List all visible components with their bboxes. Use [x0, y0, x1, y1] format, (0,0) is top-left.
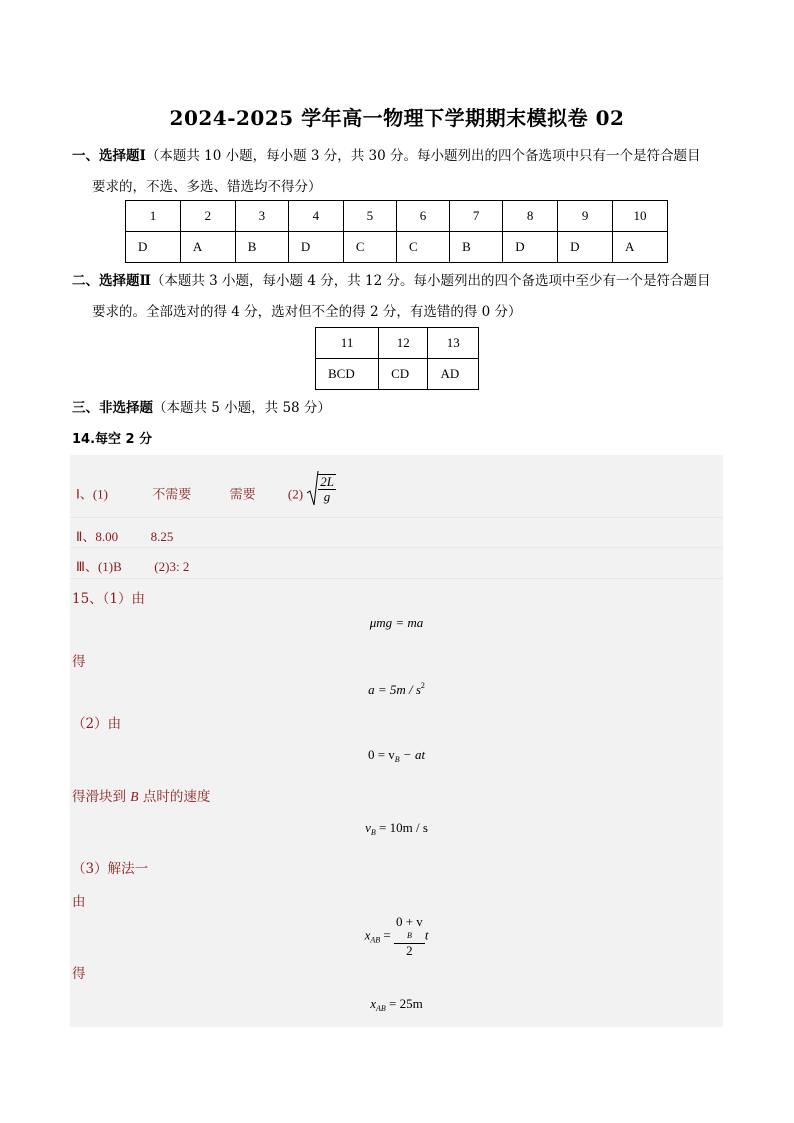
equation-text: t — [424, 927, 429, 943]
text: 点时的速度 — [138, 789, 211, 805]
equation-text: − at — [399, 747, 426, 762]
point-label: B — [130, 789, 139, 804]
table-cell-number: 7 — [450, 201, 503, 232]
table-cell-answer: A — [180, 232, 235, 263]
q15-de: 得 — [72, 654, 86, 670]
equation-text: v — [365, 820, 371, 835]
table-cell-answer: B — [235, 232, 288, 263]
table-cell-number: 10 — [613, 201, 668, 232]
table-cell-number: 4 — [288, 201, 343, 232]
fraction-denominator: 2 — [406, 943, 413, 958]
q14-part1-answer-a: 不需要 — [152, 487, 192, 503]
table-cell-number: 3 — [235, 201, 288, 232]
q15-part3-head: （3）解法一 — [72, 861, 149, 877]
answer-table-choice-1 — [125, 200, 668, 263]
sqrt-denominator: g — [323, 489, 331, 504]
q14-label: 14.每空 2 分 — [72, 432, 153, 447]
table-cell-number: 5 — [343, 201, 396, 232]
equation-subscript: B — [370, 828, 376, 837]
q14-part2-answer-b: 8.25 — [150, 529, 174, 544]
q14-part1 — [76, 474, 336, 513]
section-nonchoice — [72, 393, 722, 424]
table-row-answers — [316, 359, 479, 390]
q14-part2-answer-a: Ⅱ、8.00 — [76, 529, 119, 544]
equation-text: x — [364, 927, 371, 943]
table-row-numbers — [316, 328, 479, 359]
fraction-numerator: 0 + v — [395, 914, 423, 929]
equation-xab — [70, 996, 723, 1013]
table-cell-number: 9 — [558, 201, 613, 232]
sqrt-numerator: 2L — [320, 474, 334, 489]
equation-text: = 25m — [385, 996, 423, 1011]
equation-text: μmg = ma — [369, 615, 424, 630]
equation-friction — [70, 615, 723, 631]
divider — [70, 547, 723, 548]
q15-you: 由 — [72, 894, 86, 910]
table-cell-answer: AD — [428, 359, 479, 390]
equation-subscript: B — [394, 755, 400, 764]
equation-superscript: 2 — [420, 681, 425, 690]
q15-part2-head: （2）由 — [72, 716, 122, 732]
q15-head: 15、（1）由 — [72, 591, 146, 607]
table-cell-number: 6 — [396, 201, 449, 232]
table-cell-answer: CD — [379, 359, 428, 390]
equation-subscript: AB — [370, 935, 381, 945]
section-choice-2 — [72, 266, 722, 328]
equation-text: = — [380, 927, 394, 943]
equation-subscript: AB — [376, 1004, 386, 1013]
table-cell-answer: D — [558, 232, 613, 263]
equation-text: x — [370, 996, 377, 1011]
equation-velocity-time — [70, 747, 723, 764]
answer-table-choice-2 — [315, 327, 479, 390]
table-cell-number: 13 — [428, 328, 479, 359]
equation-displacement — [70, 915, 723, 958]
page-title: 2024-2025 学年高一物理下学期期末模拟卷 02 — [169, 106, 625, 130]
table-cell-answer: D — [503, 232, 558, 263]
table-cell-number: 2 — [180, 201, 235, 232]
table-cell-answer: A — [613, 232, 668, 263]
table-cell-answer: BCD — [316, 359, 379, 390]
q14-part3-answer-b: (2)3: 2 — [154, 559, 190, 574]
q14-part1-prefix: Ⅰ、(1) — [76, 486, 108, 502]
section-heading: 二、选择题Ⅱ — [72, 273, 151, 289]
section-choice-1 — [72, 141, 722, 203]
section-description: （本题共 10 小题，每小题 3 分，共 30 分。每小题列出的四个备选项中只有一个是符合题目 — [145, 148, 701, 164]
q14-part2 — [76, 526, 173, 545]
sqrt-expression — [307, 471, 336, 507]
equation-text: = 10m / s — [375, 820, 428, 835]
divider — [70, 517, 723, 518]
q14-part1-c-prefix: (2) — [287, 486, 304, 502]
equation-vb — [70, 820, 723, 837]
divider — [70, 578, 723, 579]
table-row-numbers — [126, 201, 668, 232]
table-cell-answer: D — [288, 232, 343, 263]
q15-de-2: 得 — [72, 966, 86, 982]
table-cell-number: 12 — [379, 328, 428, 359]
q14-part3 — [76, 556, 189, 575]
table-cell-number: 11 — [316, 328, 379, 359]
equation-text: 0 = v — [367, 747, 395, 762]
section-heading: 三、非选择题 — [72, 400, 153, 416]
section-description: （本题共 5 小题，共 58 分） — [153, 400, 331, 416]
equation-subscript: B — [406, 931, 412, 940]
table-cell-answer: C — [396, 232, 449, 263]
text: 得滑块到 — [72, 789, 131, 805]
table-cell-number: 1 — [126, 201, 181, 232]
table-cell-answer: B — [450, 232, 503, 263]
q15-velocity-desc — [72, 785, 210, 805]
section-description: （本题共 3 小题，每小题 4 分，共 12 分。每小题列出的四个备选项中至少有一个是符合题目 — [150, 273, 711, 289]
equation-acceleration — [70, 681, 723, 698]
table-cell-number: 8 — [503, 201, 558, 232]
section-heading: 一、选择题Ⅰ — [72, 148, 146, 164]
fraction — [394, 915, 425, 958]
table-row-answers — [126, 232, 668, 263]
q14-part3-answer-a: Ⅲ、(1)B — [76, 559, 122, 574]
table-cell-answer: C — [343, 232, 396, 263]
q14-part1-answer-b: 需要 — [229, 487, 256, 503]
section-description-cont: 要求的，不选、多选、错选均不得分） — [92, 179, 322, 195]
equation-text: a = 5m / s — [368, 682, 421, 697]
table-cell-answer: D — [126, 232, 181, 263]
section-description-cont: 要求的。全部选对的得 4 分，选对但不全的得 2 分，有选错的得 0 分） — [92, 304, 522, 320]
